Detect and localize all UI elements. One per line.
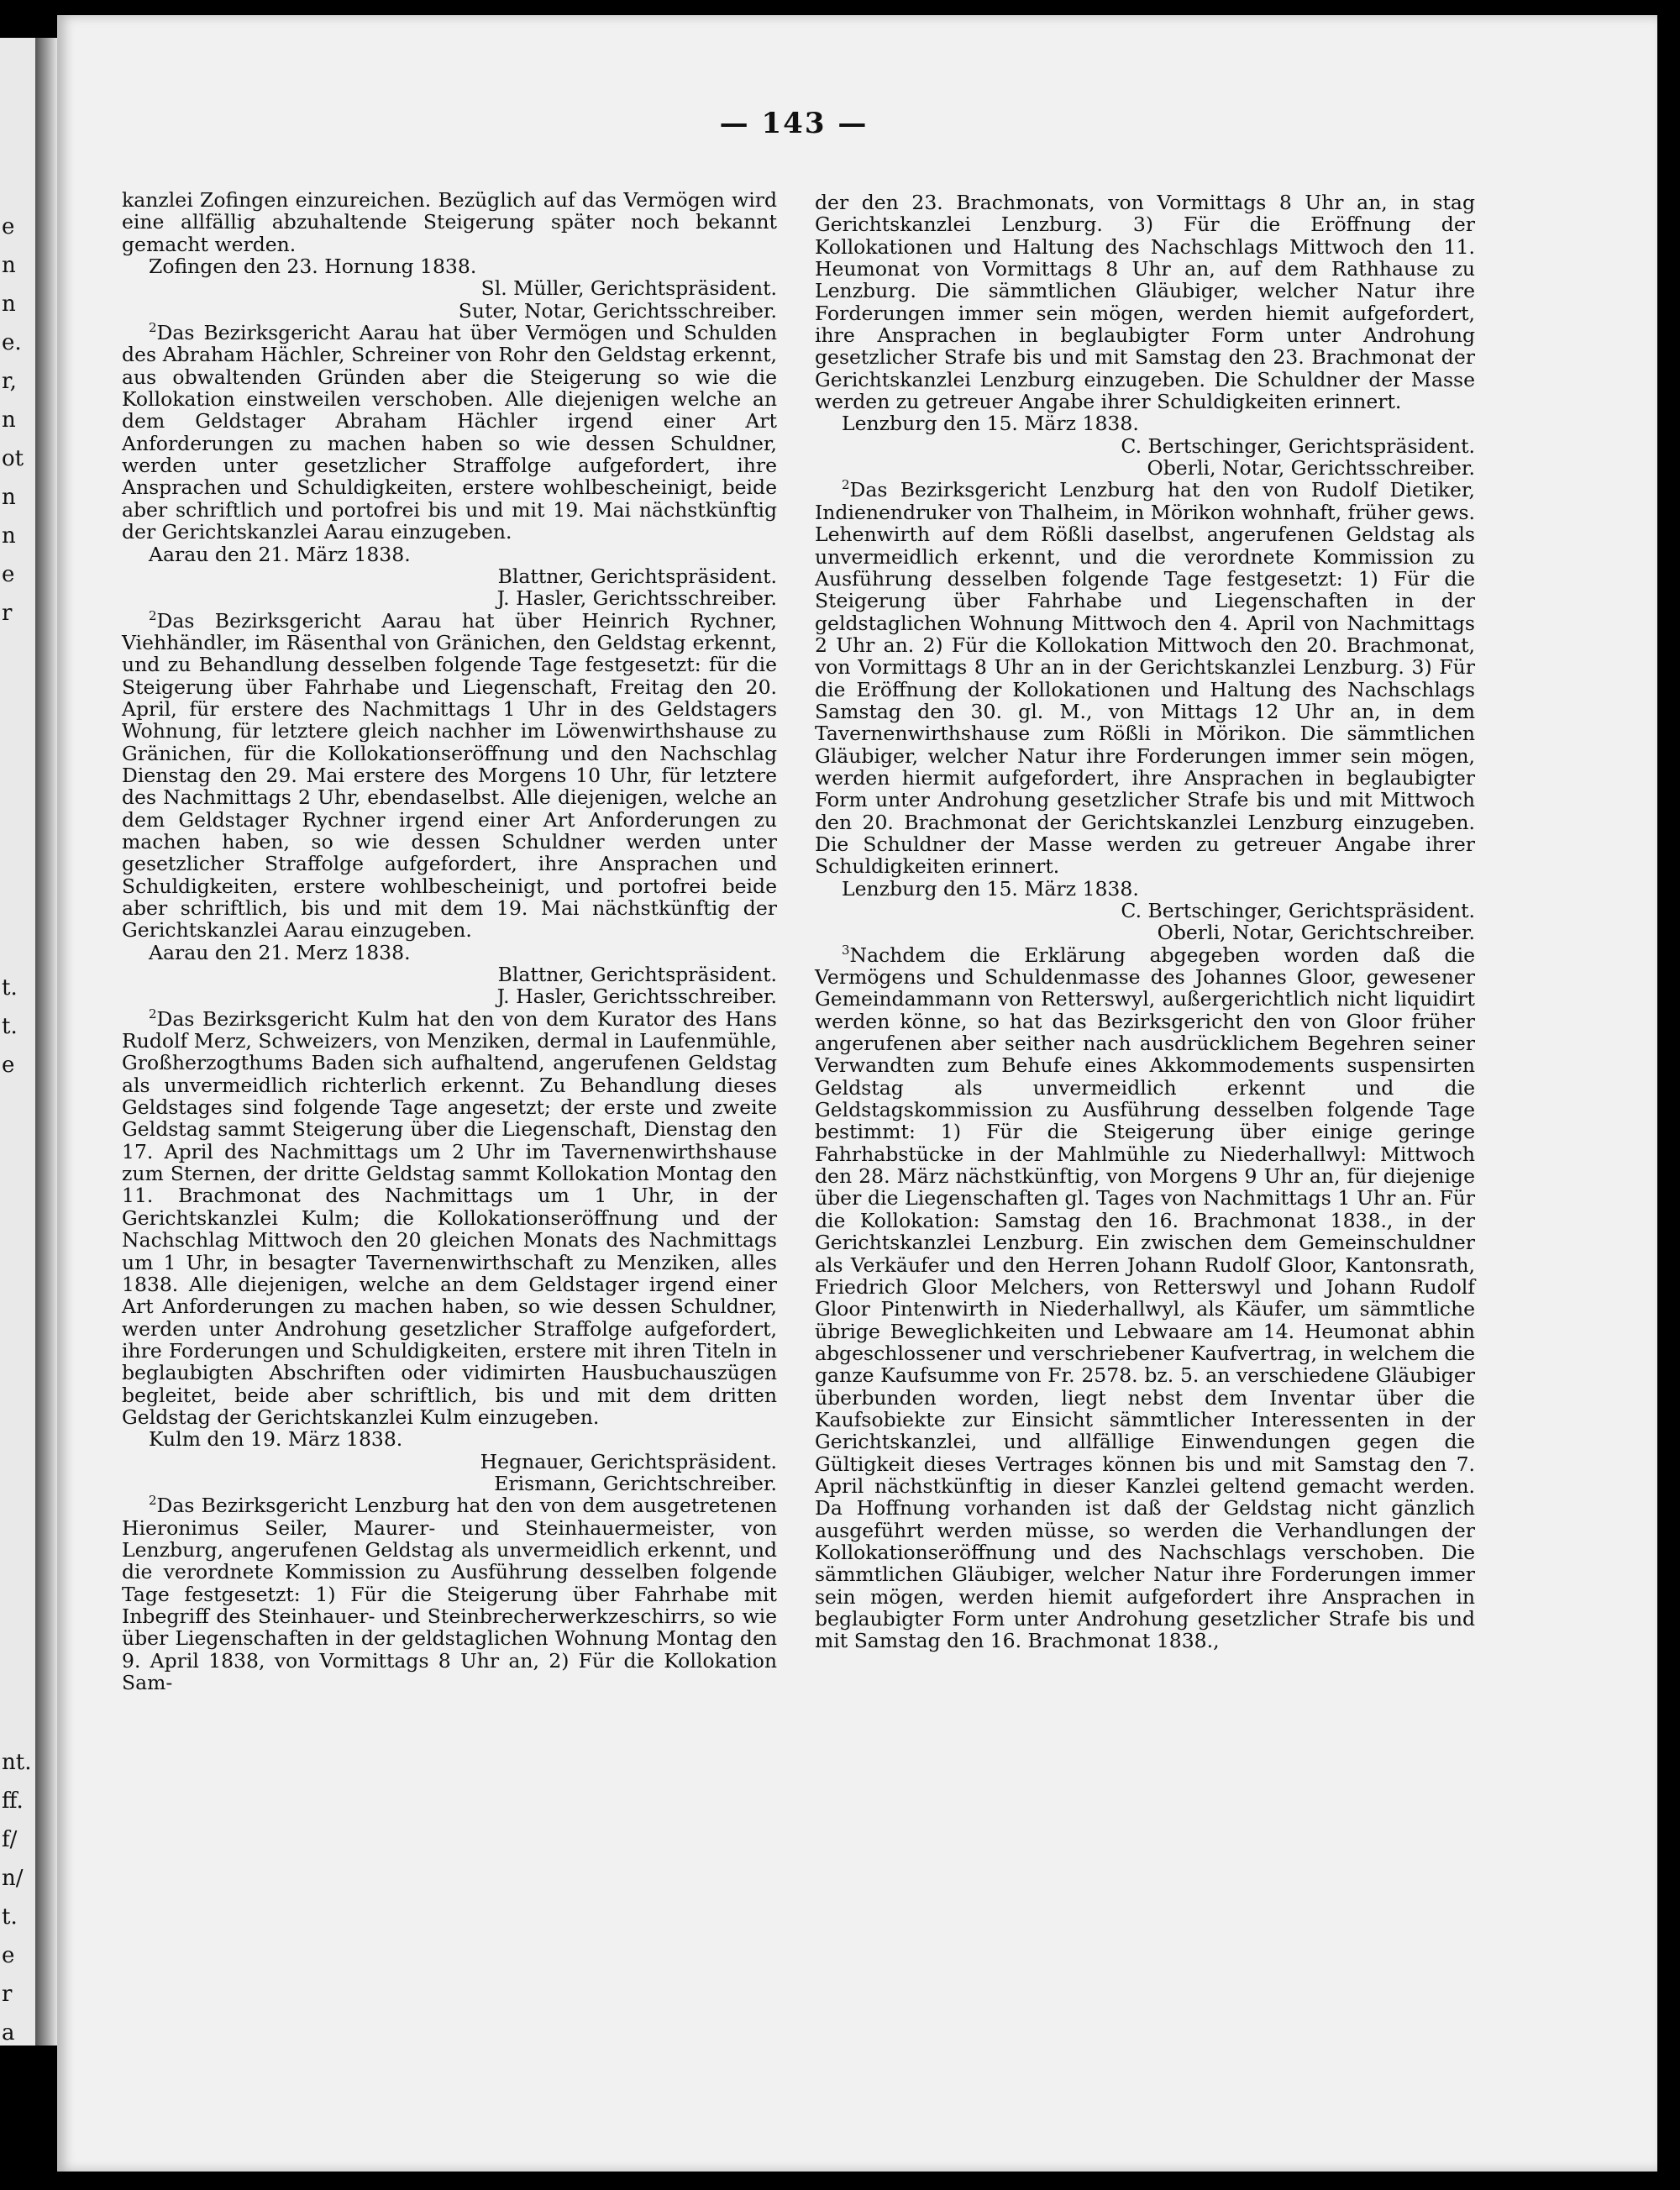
notice-text: Das Bezirksgericht Aarau hat über Heinrich Rychner, Viehhändler, im Räsenthal von Gränichen, den Geldstag erkennt, und zu Behandlung desselben folgende Tage festgesetzt: für die Steigerung über Fahrhabe und Liegenschaft, Freitag den 20. April, für erstere des Nachmittags 1 Uhr in des Geldstagers Wohnung, für letztere gleich nachher im Löwenwirthshause zu Gränichen, für die Kollokationseröffnung und den Nachschlag Dienstag den 29. Mai erstere des Morgens 10 Uhr, für letztere des Nachmittags 2 Uhr, ebendaselbst. Alle diejenigen, welche an dem Geldstager Rychner irgend einer Art Anforderungen zu machen haben, so wie dessen Schuldner werden unter gesetzlicher Straffolge aufgefordert, ihre Ansprachen und Schuldigkeiten, erstere wohlbescheinigt, und portofrei beide aber schriftlich, bis und mit dem 19. Mai nächstkünftig der Gerichtskanzlei Aarau einzugeben. xyxy=(122,608,777,943)
continuation-text: kanzlei Zofingen einzureichen. Bezüglich auf das Vermögen wird eine allfällig abzuhaltende Steigerung später noch bekannt gemacht werden. xyxy=(122,188,777,256)
signature: Suter, Notar, Gerichtsschreiber. xyxy=(458,298,777,323)
edge-char: n xyxy=(2,407,16,433)
notice-number: 2 xyxy=(149,320,157,336)
left-column xyxy=(122,189,777,1694)
edge-char: nt. xyxy=(2,1750,32,1775)
edge-char: e xyxy=(2,562,15,587)
signature: J. Hasler, Gerichtsschreiber. xyxy=(496,985,777,1009)
notice-date: Lenzburg den 15. März 1838. xyxy=(842,412,1139,436)
signature: Hegnauer, Gerichtspräsident. xyxy=(480,1449,777,1473)
edge-char: n xyxy=(2,485,16,510)
notice xyxy=(122,607,777,943)
notice xyxy=(815,944,1475,1652)
notice-date: Lenzburg den 15. März 1838. xyxy=(842,876,1139,901)
signature: Sl. Müller, Gerichtspräsident. xyxy=(480,276,777,301)
notice-number: 2 xyxy=(149,1006,157,1021)
notice-text: Das Bezirksgericht Lenzburg hat den von dem ausgetretenen Hieronimus Seiler, Maurer- und Steinhauermeister, von Lenzburg, angerufenen Geldstag als unvermeidlich erkennt, und die verordnete Kommission zu Ausführung desselben folgende Tage festgesetzt: 1) Für die Steigerung über Fahrhabe mit Inbegriff des Steinhauer- und Steinbrecherwerkzeschirrs, so wie über Liegenschaften in der geldstaglichen Wohnung Montag den 9. April 1838, von Vormittags 8 Uhr an, 2) Für die Kollokation Sam- xyxy=(122,1494,777,1695)
edge-char: e xyxy=(2,1943,15,1968)
edge-char: e xyxy=(2,214,15,239)
edge-char: n/ xyxy=(2,1866,24,1891)
notice-number: 3 xyxy=(842,942,850,958)
notice-date: Kulm den 19. März 1838. xyxy=(149,1427,403,1452)
book-gutter xyxy=(35,38,57,2046)
notice-number: 2 xyxy=(842,477,850,493)
signature: Erismann, Gerichtschreiber. xyxy=(494,1471,777,1495)
signature: Blattner, Gerichtspräsident. xyxy=(497,963,777,987)
continuation-text: der den 23. Brachmonats, von Vormittags 8 Uhr an, in stag Gerichtskanzlei Lenzburg. 3) Für die Eröffnung der Kollokationen und Haltung des Nachschlags Mittwoch den 11. Heumonat von Vormittags 8 Uhr an, auf dem Rathhause zu Lenzburg. Die sämmtlichen Gläubiger, welcher Natur ihre Forderungen immer sein mögen, werden hiemit aufgefordert, ihre Ansprachen in beglaubigter Form unter Androhung gesetzlicher Strafe bis und mit Samstag den 23. Brachmonat der Gerichtskanzlei Lenzburg einzugeben. Die Schuldner der Masse werden zu getreuer Angabe ihrer Schuldigkeiten erinnert. xyxy=(815,191,1475,414)
notice xyxy=(122,322,777,543)
notice-text: Das Bezirksgericht Kulm hat den von dem Kurator des Hans Rudolf Merz, Schweizers, von Menziken, dermal in Laufenmühle, Großherzogthums Baden sich aufhaltend, angerufenen Geldstag als unvermeidlich richterlich erkennt. Zu Behandlung dieses Geldstages sind folgende Tage angesetzt; der erste und zweite Geldstag sammt Steigerung über die Liegenschaft, Dienstag den 17. April des Nachmittags um 2 Uhr im Tavernenwirthshause zum Sternen, der dritte Geldstag sammt Kollokation Montag den 11. Brachmonat des Nachmittags um 1 Uhr, in der Gerichtskanzlei Kulm; die Kollokationseröffnung und der Nachschlag Mittwoch den 20 gleichen Monats des Nachmittags um 1 Uhr, in besagter Tavernenwirthschaft zu Menziken, alles 1838. Alle diejenigen, welche an dem Geldstager irgend einer Art Anforderungen zu machen haben, so wie dessen Schuldner, werden unter Androhung gesetzlicher Straffolge aufgefordert, ihre Forderungen und Schuldigkeiten, erstere mit ihren Titeln in beglaubigten Abschriften oder vidimirten Hausbuchauszügen begleitet, beide aber schriftlich, bis und mit dem dritten Geldstag der Gerichtskanzlei Kulm einzugeben. xyxy=(122,1006,777,1429)
notice-number: 2 xyxy=(149,607,157,623)
edge-char: ot xyxy=(2,446,24,471)
signature: Blattner, Gerichtspräsident. xyxy=(497,564,777,588)
edge-char: n xyxy=(2,291,16,317)
notice-text: Das Bezirksgericht Lenzburg hat den von Rudolf Dietiker, Indienendruker von Thalheim, in Mörikon wohnhaft, früher gews. Lehenwirth auf dem Rößli daselbst, angerufenen Geldstag als unvermeidlich erkennt, und die verordnete Kommission zu Ausführung desselben folgende Tage festgesetzt: 1) Für die Steigerung über Fahrhabe und Liegenschaften in der geldstaglichen Wohnung Mittwoch den 4. April von Nachmittags 2 Uhr an. 2) Für die Kollokation Mittwoch den 20. Brachmonat, von Vormittags 8 Uhr an in der Gerichtskanzlei Lenzburg. 3) Für die Eröffnung der Kollokationen und Haltung des Nachschlags Samstag den 30. gl. M., von Mittags 12 Uhr an, in dem Tavernenwirthshause zum Rößli in Mörikon. Die sämmtlichen Gläubiger, welcher Natur ihre Forderungen immer sein mögen, werden hiermit aufgefordert, ihre Ansprachen in beglaubigter Form unter Androhung gesetzlicher Strafe bis und mit Mittwoch den 20. Brachmonat der Gerichtskanzlei Lenzburg einzugeben. Die Schuldner der Masse werden zu getreuer Angabe ihrer Schuldigkeiten erinnert. xyxy=(815,478,1475,879)
page-number: — 143 — xyxy=(719,107,869,140)
notice-date: Zofingen den 23. Hornung 1838. xyxy=(149,255,477,279)
edge-char: r, xyxy=(2,369,17,394)
signature: C. Bertschinger, Gerichtspräsident. xyxy=(1121,433,1475,458)
edge-char: r xyxy=(2,1982,13,2007)
notice-text: Nachdem die Erklärung abgegeben worden daß die Vermögens und Schuldenmasse des Johannes Gloor, gewesener Gemeindammann von Retterswyl, außergerichtlich nicht liquidirt werden könne, so hat das Bezirksgericht den von Gloor früher angerufenen aber seither nach ausdrücklichem Begehren seiner Verwandten zum Behufe eines Akkommodements suspensirten Geldstag als unvermeidlich erkennt und die Geldstagskommission zu Ausführung desselben folgende Tage bestimmt: 1) Für die Steigerung über einige geringe Fahrhabstücke in der Mahlmühle zu Niederhallwyl: Mittwoch den 28. März nächstkünftig, von Morgens 9 Uhr an, für diejenige über die Liegenschaften gl. Tages von Nachmittags 1 Uhr an. Für die Kollokation: Samstag den 16. Brachmonat 1838., in der Gerichtskanzlei Lenzburg. Ein zwischen dem Gemeinschuldner als Verkäufer und den Herren Johann Rudolf Gloor, Kantonsrath, Friedrich Gloor Melchers, von Retterswyl und Johann Rudolf Gloor Pintenwirth in Niederhallwyl, als Käufer, um sämmtliche übrige Beweglichkeiten und Lebwaare am 14. Heumonat abhin abgeschlossener und verschriebener Kaufvertrag, in welchem die ganze Kaufsumme von Fr. 2578. bz. 5. an verschiedene Gläubiger überbunden worden, liegt nebst dem Inventar über die Kaufsobiekte zur Einsicht sämmtlicher Interessenten in der Gerichtskanzlei, und allfällige Einwendungen gegen die Gültigkeit dieses Vertrages können bis und mit Samstag den 7. April nächstkünftig in dieser Kanzlei geltend gemacht werden. Da Hoffnung vorhanden ist daß der Geldstag nicht gänzlich ausgeführt werden müsse, so werden die Verhandlungen der Kollokationseröffnung und des Nachschlags verschoben. Die sämmtlichen Gläubiger, welcher Natur ihre Forderungen immer sein mögen, werden hiemit aufgefordert ihre Ansprachen in beglaubigter Form unter Androhung gesetzlicher Strafe bis und mit Samstag den 16. Brachmonat 1838., xyxy=(815,943,1475,1653)
right-column xyxy=(815,192,1475,1652)
notice-number: 2 xyxy=(149,1493,157,1509)
edge-char: t. xyxy=(2,975,18,1000)
signature: C. Bertschinger, Gerichtspräsident. xyxy=(1121,899,1475,922)
edge-char: n xyxy=(2,523,16,549)
notice xyxy=(122,1494,777,1694)
edge-char: e xyxy=(2,1053,15,1078)
edge-char: e. xyxy=(2,330,22,355)
notice-date: Aarau den 21. Merz 1838. xyxy=(149,940,411,964)
notice-text: Das Bezirksgericht Aarau hat über Vermögen und Schulden des Abraham Hächler, Schreiner von Rohr den Geldstag erkennt, aus obwaltenden Gründen aber die Steigerung so wie die Kollokation einstweilen verschoben. Alle diejenigen welche an dem Geldstager Abraham Hächler irgend einer Art Anforderungen zu machen haben so wie dessen Schuldner, werden unter gesetzlicher Straffolge aufgefordert, ihre Ansprachen und Schuldigkeiten, erstere wohlbescheinigt, beide aber schriftlich und portofrei bis und mit 19. Mai nächstkünftig der Gerichtskanzlei Aarau einzugeben. xyxy=(122,321,777,544)
notice xyxy=(122,1008,777,1429)
edge-char: t. xyxy=(2,1014,18,1039)
edge-char: t. xyxy=(2,1904,18,1930)
edge-char: a xyxy=(2,2020,15,2046)
signature: J. Hasler, Gerichtsschreiber. xyxy=(496,586,777,611)
edge-char: f/ xyxy=(2,1827,18,1852)
signature: Oberli, Notar, Gerichtschreiber. xyxy=(1157,921,1475,945)
notice xyxy=(815,479,1475,877)
edge-char: n xyxy=(2,253,16,278)
previous-page-edge xyxy=(0,38,38,2046)
signature: Oberli, Notar, Gerichtsschreiber. xyxy=(1147,456,1475,481)
edge-char: r xyxy=(2,601,13,626)
edge-char: ff. xyxy=(2,1788,24,1814)
notice-date: Aarau den 21. März 1838. xyxy=(149,542,411,566)
